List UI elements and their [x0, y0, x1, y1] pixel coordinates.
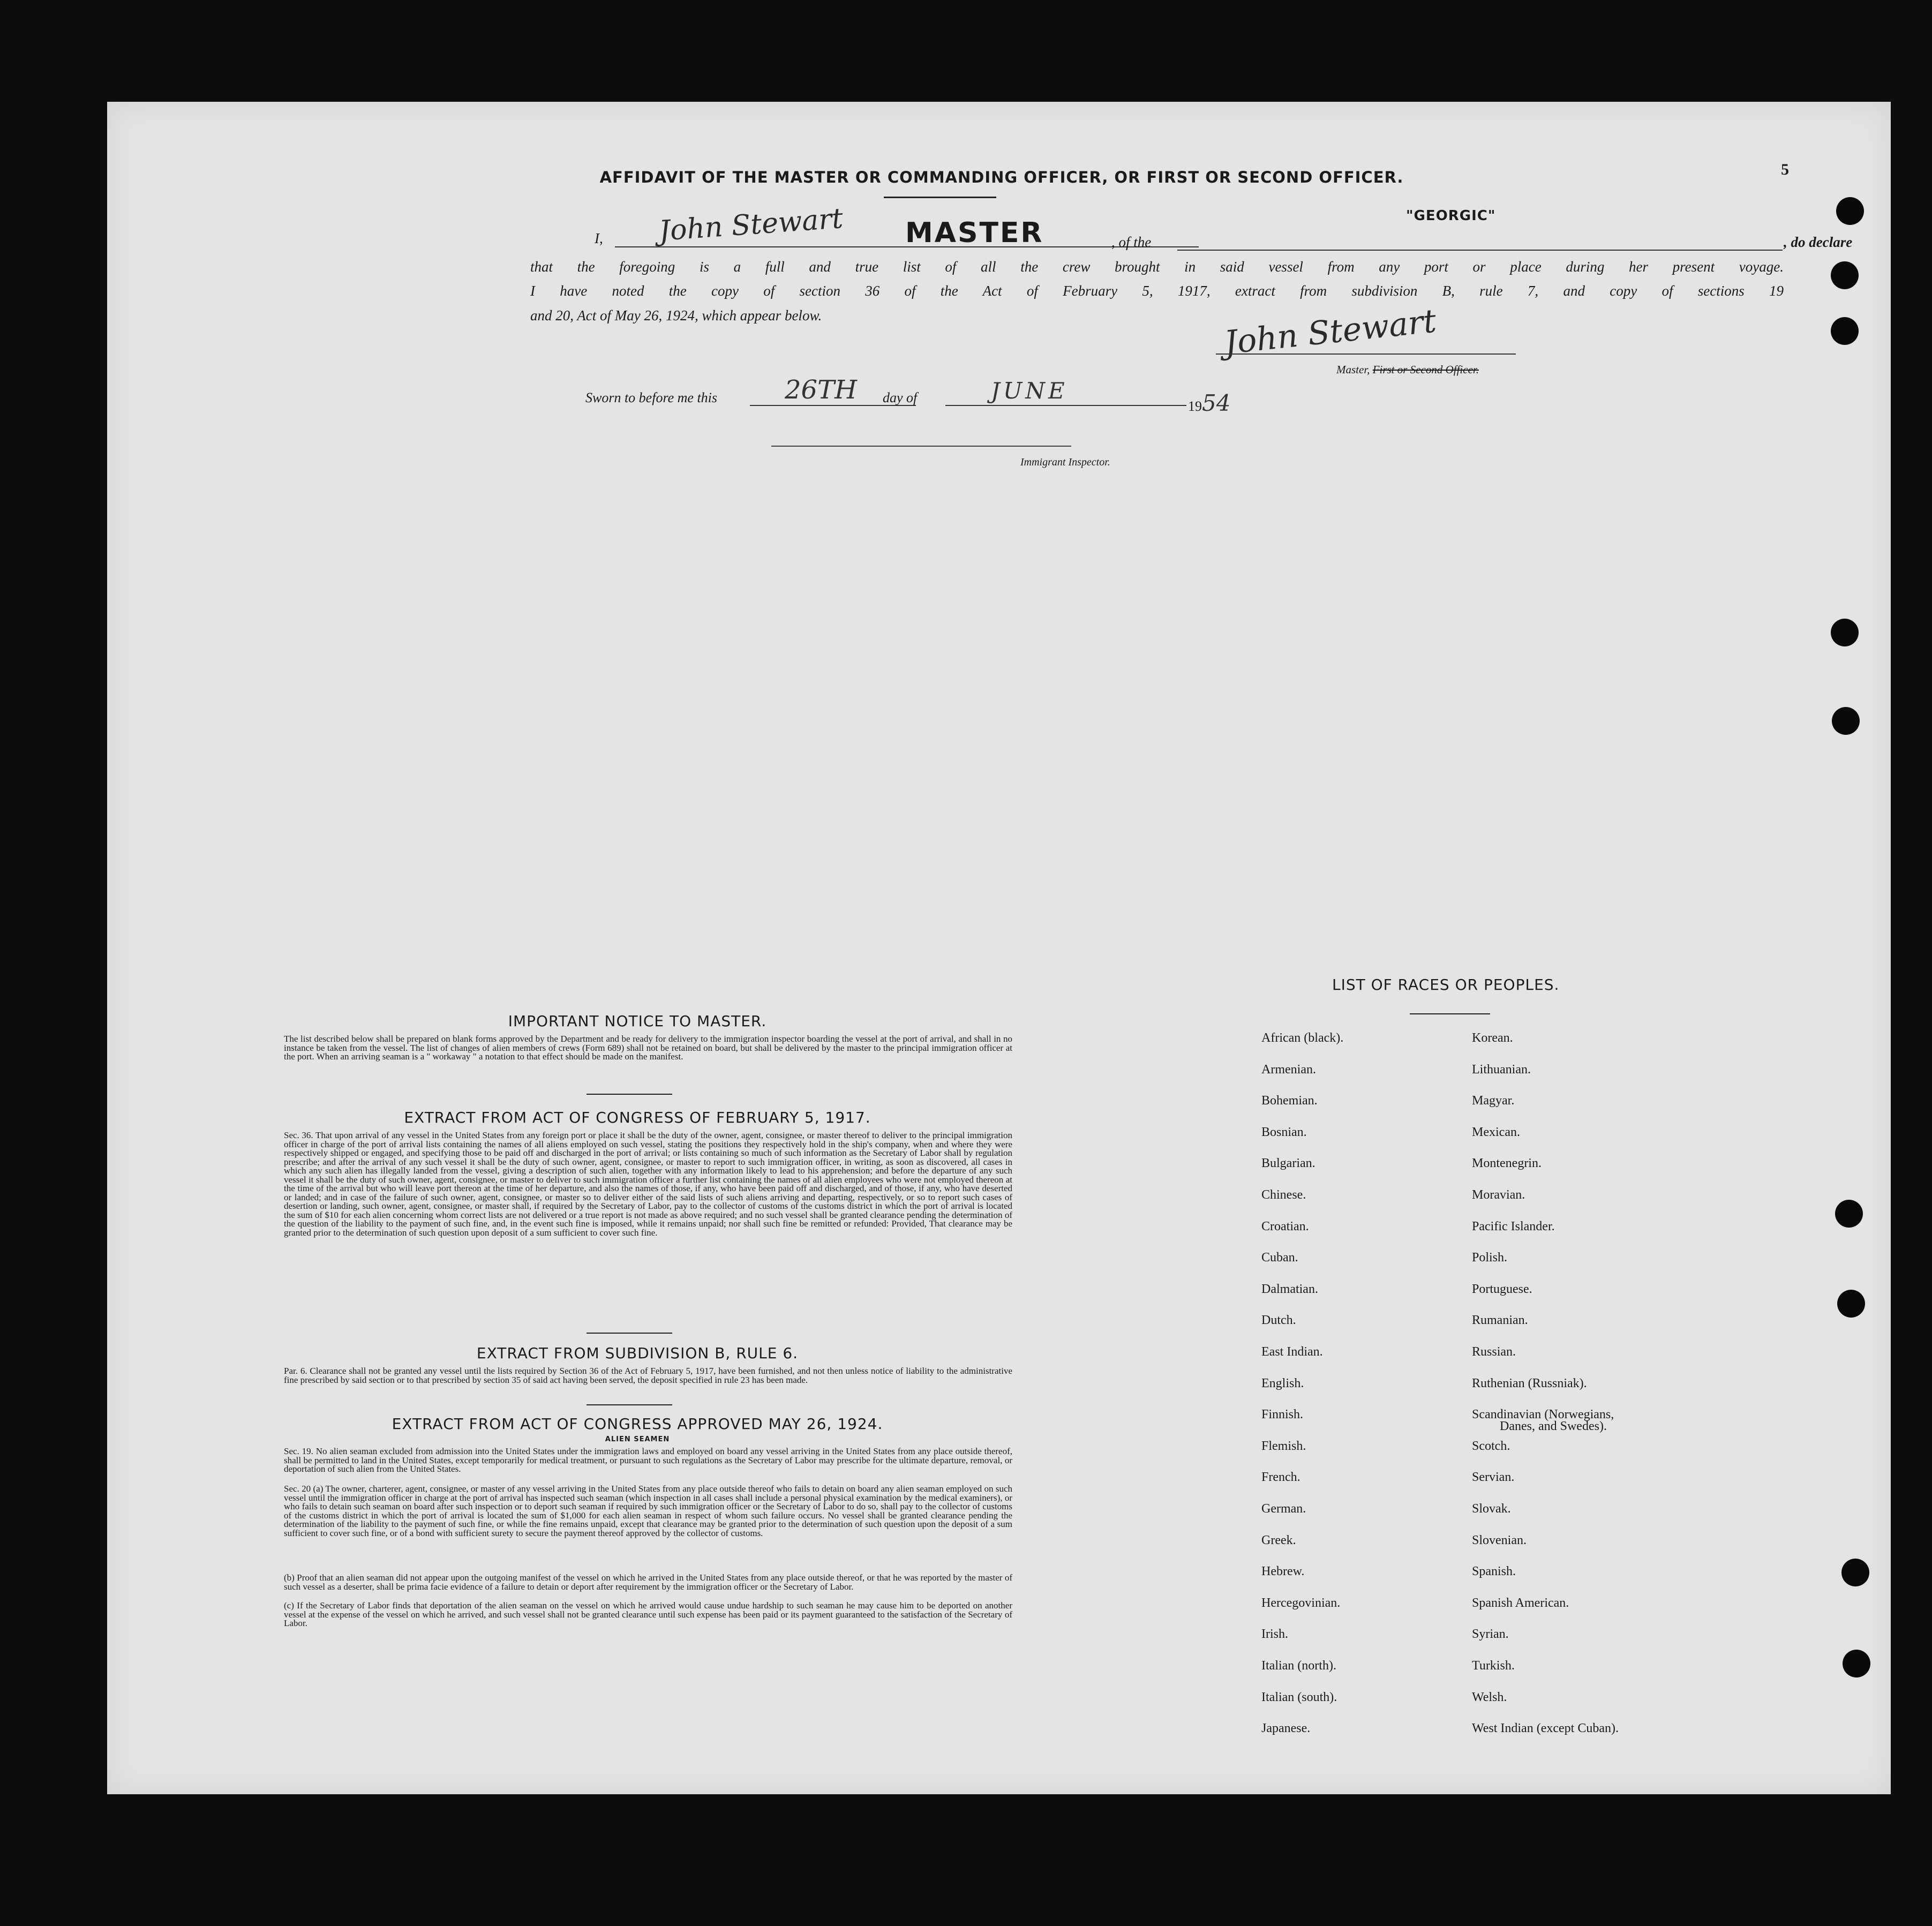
race-item: Korean.: [1472, 1031, 1513, 1045]
affidavit-line-2: I have noted the copy of section 36 of the Act of February 5, 1917, extract from subdivision B, rule 7, and copy of sections 19: [530, 283, 1784, 299]
race-item: Lithuanian.: [1472, 1062, 1531, 1077]
race-item: English.: [1261, 1376, 1304, 1390]
extract-1917-title: EXTRACT FROM ACT OF CONGRESS OF FEBRUARY 5, 1917.: [404, 1109, 871, 1126]
signer-title-prefix: Master,: [1336, 363, 1370, 376]
divider-1: [587, 1094, 672, 1095]
binder-hole: [1843, 1650, 1870, 1677]
signer-title-struck: First or Second Officer.: [1372, 363, 1479, 376]
race-item: Moravian.: [1472, 1188, 1525, 1202]
race-item: African (black).: [1261, 1031, 1344, 1045]
binder-hole: [1836, 197, 1864, 225]
affidavit-line-1: that the foregoing is a full and true list of all the crew brought in said vessel from any port or place during her present voyage.: [530, 259, 1784, 275]
page-number: 5: [1781, 161, 1789, 178]
sec-20b: (b) Proof that an alien seaman did not appear upon the outgoing manifest of the vessel on which he arrived in the United States from any place outside thereof, or that he was reported by the master of such vessel as a deserter, shall be prima facie evidence of a failure to detain or deport after requirement by the immigration officer or the Secretary of Labor.: [284, 1573, 1012, 1592]
extract-b-title: EXTRACT FROM SUBDIVISION B, RULE 6.: [476, 1344, 799, 1362]
race-item: Syrian.: [1472, 1627, 1509, 1642]
sec-20c: (c) If the Secretary of Labor finds that deportation of the alien seaman on the vessel on which he arrived would cause undue hardship to such seaman he may cause him to be deported on another vessel at the expense of the vessel on which he arrived, and such vessel shall not be granted clearance until such expense has been paid or its payment guaranteed to the satisfaction of the Secretary of Labor.: [284, 1600, 1012, 1628]
race-item: Mexican.: [1472, 1125, 1520, 1139]
race-item: Slovenian.: [1472, 1533, 1527, 1547]
binder-hole: [1832, 707, 1860, 735]
race-item: Russian.: [1472, 1345, 1516, 1359]
race-item: Turkish.: [1472, 1659, 1515, 1673]
notice-title: IMPORTANT NOTICE TO MASTER.: [508, 1012, 767, 1030]
signer-title: [1336, 363, 1479, 377]
binder-hole: [1837, 1290, 1865, 1318]
day-of-label: day of: [883, 390, 918, 405]
race-item: Slovak.: [1472, 1502, 1511, 1516]
document-page: [107, 102, 1891, 1794]
binder-hole: [1841, 1559, 1869, 1586]
extract-1924-title: EXTRACT FROM ACT OF CONGRESS APPROVED MAY 26, 1924.: [392, 1415, 883, 1433]
race-item: Bosnian.: [1261, 1125, 1307, 1139]
of-the-label: , of the: [1111, 234, 1152, 250]
race-item: Magyar.: [1472, 1094, 1515, 1108]
vessel-line: [1177, 250, 1783, 251]
race-item: Bulgarian.: [1261, 1156, 1315, 1171]
race-item: Servian.: [1472, 1470, 1515, 1485]
race-item: Bohemian.: [1261, 1094, 1318, 1108]
races-title: LIST OF RACES OR PEOPLES.: [1332, 976, 1560, 994]
race-item: East Indian.: [1261, 1345, 1323, 1359]
heading-rule: [884, 197, 996, 198]
race-item: Hebrew.: [1261, 1564, 1305, 1579]
race-item: Scotch.: [1472, 1439, 1510, 1453]
inspector-label: Immigrant Inspector.: [1020, 456, 1110, 468]
sworn-day: 26TH: [785, 375, 857, 405]
race-item: Chinese.: [1261, 1188, 1306, 1202]
divider-2: [587, 1333, 672, 1334]
year-suffix: 54: [1202, 390, 1231, 416]
officer-signature: John Stewart: [1222, 302, 1438, 362]
race-item: Scandinavian (Norwegians,: [1472, 1408, 1614, 1422]
race-item: Dalmatian.: [1261, 1282, 1318, 1296]
sec-19: Sec. 19. No alien seaman excluded from admission into the United States under the immigration laws and employed on board any vessel arriving in the United States from any place outside thereof, shall be permitted to land in the United States, except temporarily for medical treatment, or pursuant to such regulations as the Secretary of Labor may prescribe for the ultimate departure, removal, or deportation of such alien from the United States.: [284, 1446, 1012, 1474]
race-item: Irish.: [1261, 1627, 1288, 1642]
race-item: Welsh.: [1472, 1690, 1507, 1704]
race-item: Spanish.: [1472, 1564, 1516, 1579]
sec-20a: Sec. 20 (a) The owner, charterer, agent, consignee, or master of any vessel arriving in the United States from any place outside thereof who fails to detain on board any alien seaman employed on such vessel until the immigration officer in charge at the port of arrival has inspected such seaman (which inspection in all cases shall include a personal physical examination by the medical examiners), or who fails to detain such seaman on board after such inspection or to deport such seaman if required by such immigration officer or the Secretary of Labor to do so, shall pay to the collector of customs of the customs district in which the port of arrival is located the sum of $1,000 for each alien seaman in respect of whom such failure occurs. No vessel shall be granted clearance pending the determination of the liability to the payment of such fine, or while the fine remains unpaid, except that clearance may be granted prior to the determination of such question upon the deposit of a sum sufficient to cover such fine, or of a bond with sufficient surety to secure the payment thereof approved by the collector of customs.: [284, 1484, 1012, 1538]
affidavit-pronoun: I,: [595, 230, 603, 246]
race-item: Italian (north).: [1261, 1659, 1336, 1673]
sworn-prefix: Sworn to before me this: [585, 390, 718, 405]
race-item: German.: [1261, 1502, 1306, 1516]
race-scandinavian-cont: Danes, and Swedes).: [1500, 1419, 1607, 1433]
race-item: Armenian.: [1261, 1062, 1316, 1077]
race-item: Hercegovinian.: [1261, 1596, 1341, 1610]
race-item: Dutch.: [1261, 1313, 1296, 1328]
binder-hole: [1831, 619, 1859, 646]
divider-3: [587, 1404, 672, 1405]
race-item: Pacific Islander.: [1472, 1219, 1555, 1233]
race-item: Rumanian.: [1472, 1313, 1528, 1328]
race-item: Cuban.: [1261, 1251, 1298, 1265]
binder-hole: [1835, 1200, 1863, 1228]
races-rule: [1410, 1013, 1490, 1014]
race-item: Ruthenian (Russniak).: [1472, 1376, 1587, 1390]
race-item: Finnish.: [1261, 1408, 1304, 1422]
affidavit-heading: AFFIDAVIT OF THE MASTER OR COMMANDING OFFICER, OR FIRST OR SECOND OFFICER.: [599, 168, 1404, 186]
sworn-year: [1188, 390, 1230, 416]
race-item: Polish.: [1472, 1251, 1508, 1265]
affidavit-line-3: and 20, Act of May 26, 1924, which appear below.: [530, 307, 822, 323]
inspector-line: [771, 446, 1071, 447]
binder-hole: [1831, 317, 1859, 345]
master-rank: MASTER: [905, 217, 1044, 249]
race-item: Greek.: [1261, 1533, 1296, 1547]
race-item: Flemish.: [1261, 1439, 1306, 1453]
master-signature: John Stewart: [658, 202, 844, 247]
race-item: Montenegrin.: [1472, 1156, 1542, 1171]
race-item: French.: [1261, 1470, 1300, 1485]
race-item: Spanish American.: [1472, 1596, 1569, 1610]
race-item: Croatian.: [1261, 1219, 1309, 1233]
extract-b-body: Par. 6. Clearance shall not be granted any vessel until the lists required by Section 36 of the Act of February 5, 1917, have been furnished, and not then unless notice of liability to the administrative fine prescribed by said section or to that prescribed by section 35 of said act having been served, the deposit specified in rule 23 has been made.: [284, 1366, 1012, 1385]
race-item: West Indian (except Cuban).: [1472, 1721, 1619, 1736]
notice-body: The list described below shall be prepared on blank forms approved by the Department and be ready for delivery to the immigration inspector boarding the vessel at the port of arrival, and shall in no instance be taken from the vessel. The list of changes of alien members of crews (Form 689) shall not be retained on board, but shall be delivered by the master to the principal immigration officer at the port. When an arriving seaman is a " workaway " a notation to that effect should be made on the manifest.: [284, 1034, 1012, 1062]
signature-line: [1216, 353, 1516, 355]
sworn-month: JUNE: [991, 378, 1068, 404]
declare-label: , do declare: [1784, 234, 1853, 250]
race-item: Japanese.: [1261, 1721, 1311, 1736]
race-item: Italian (south).: [1261, 1690, 1337, 1704]
extract-1924-subtitle: ALIEN SEAMEN: [605, 1435, 670, 1443]
extract-1917-body: Sec. 36. That upon arrival of any vessel in the United States from any foreign port or place it shall be the duty of the owner, agent, consignee, or master thereof to deliver to the principal immigration officer in charge of the port of arrival lists containing the names of all aliens employed on such vessel, stating the positions they respectively hold in the ship's company, when and where they were respectively shipped or engaged, and specifying those to be paid off and discharged in the port of arrival; or lists containing so much of such information as the Secretary of Labor shall by regulation prescribe; and after the arrival of any such vessel it shall be the duty of such owner, agent, consignee, or master to report to such immigration officer, in writing, as soon as discovered, all cases in which any such alien has illegally landed from the vessel, giving a description of such alien, together with any information likely to lead to his apprehension; and before the departure of any such vessel it shall be the duty of such owner, agent, consignee, or master to deliver to such immigration officer a further list containing the names of all alien employees who were not employed thereon at the time of the arrival but who will leave port thereon at the time of her departure, and also the names of those, if any, who have been paid off and discharged, and of those, if any, who have deserted or landed; and in case of the failure of such owner, agent, consignee, or master so to deliver either of the said lists of such aliens arriving and departing, respectively, or so to report such cases of desertion or landing, such owner, agent, consignee, or master shall, if required by the Secretary of Labor, pay to the collector of customs of the customs district in which the port of arrival is located the sum of $10 for each alien concerning whom correct lists are not delivered or a true report is not made as above required; and no such vessel shall be granted clearance pending the determination of the question of the liability to the payment of such fine, and, in the event such fine is imposed, while it remains unpaid; nor shall such fine be remitted or refunded: Provided, That clearance may be granted prior to the determination of such question upon deposit of a sum sufficient to cover such fine.: [284, 1130, 1012, 1238]
vessel-name: "GEORGIC": [1406, 208, 1496, 224]
race-item: Portuguese.: [1472, 1282, 1532, 1296]
binder-hole: [1831, 261, 1859, 289]
year-prefix: 19: [1188, 398, 1202, 414]
month-line: [945, 405, 1186, 406]
